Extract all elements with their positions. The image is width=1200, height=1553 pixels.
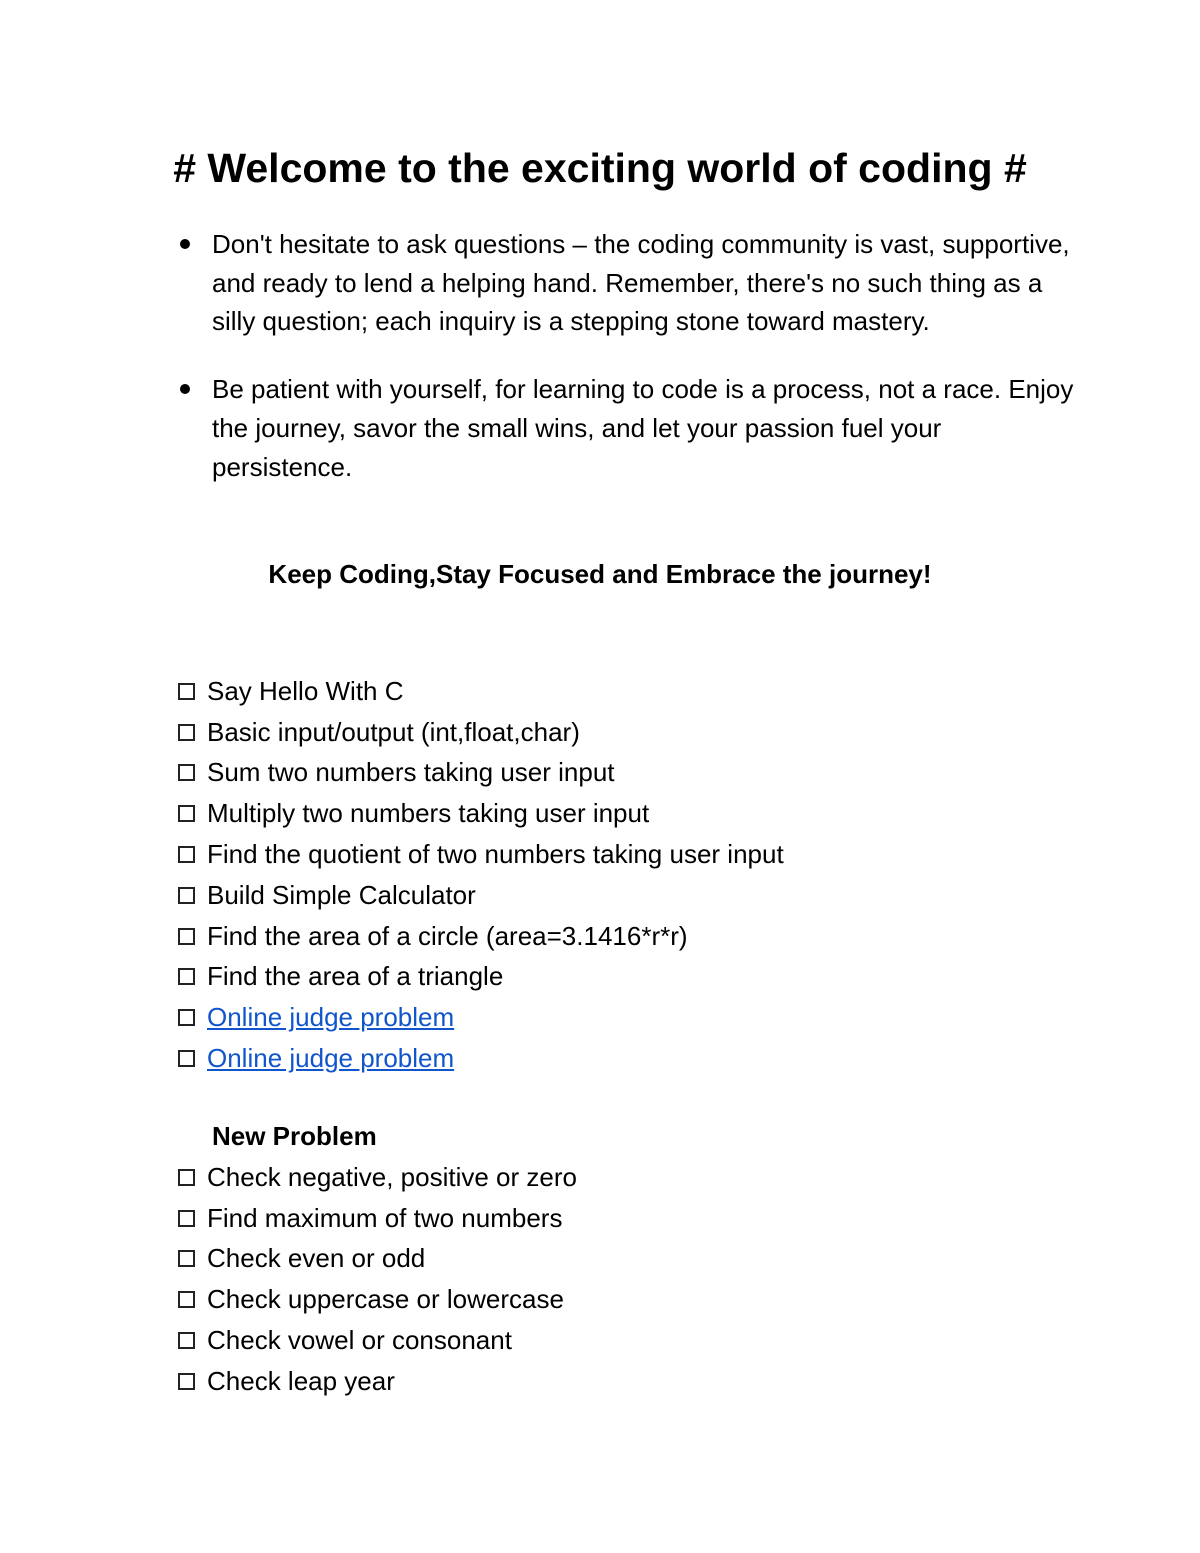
checklist-item — [178, 834, 1078, 875]
checklist-item-label: Say Hello With C — [207, 675, 404, 706]
checklist-item-label: Check uppercase or lowercase — [207, 1284, 564, 1315]
checkbox-icon[interactable] — [178, 1009, 195, 1026]
checklist-item — [178, 1361, 1078, 1402]
checkbox-icon[interactable] — [178, 805, 195, 822]
page-title: # Welcome to the exciting world of coding # — [173, 145, 1027, 191]
checklist-item-label: Basic input/output (int,float,char) — [207, 716, 580, 747]
checklist-item — [178, 1198, 1078, 1239]
checkbox-icon[interactable] — [178, 887, 195, 904]
new-problem-checklist — [178, 1157, 1078, 1402]
checklist-item-label: Find maximum of two numbers — [207, 1202, 563, 1233]
tip-item — [180, 225, 1080, 341]
checklist-item — [178, 712, 1078, 753]
checklist-item-label: Build Simple Calculator — [207, 879, 476, 910]
task-checklist — [178, 671, 1078, 1079]
checkbox-icon[interactable] — [178, 1332, 195, 1349]
online-judge-link[interactable]: Online judge problem — [207, 1002, 455, 1033]
checkbox-icon[interactable] — [178, 968, 195, 985]
tip-text: Don't hesitate to ask questions – the coding community is vast, supportive, and ready to lend a helping hand. Remember, there's no such thing as a silly question; each inquiry is a stepping stone toward mastery. — [212, 229, 1070, 337]
checklist-item-label: Multiply two numbers taking user input — [207, 798, 650, 829]
checklist-item — [178, 875, 1078, 916]
checklist-item-label: Find the quotient of two numbers taking user input — [207, 839, 784, 870]
bullet-icon — [180, 239, 190, 249]
checkbox-icon[interactable] — [178, 846, 195, 863]
section-heading: New Problem — [212, 1121, 377, 1151]
tagline: Keep Coding,Stay Focused and Embrace the journey! — [268, 559, 932, 589]
checklist-item — [178, 671, 1078, 712]
checklist-item-label: Find the area of a circle (area=3.1416*r*r) — [207, 920, 688, 951]
checkbox-icon[interactable] — [178, 1291, 195, 1308]
checklist-item-label: Check even or odd — [207, 1243, 426, 1274]
checkbox-icon[interactable] — [178, 928, 195, 945]
checklist-item — [178, 957, 1078, 998]
checklist-item-label: Find the area of a triangle — [207, 961, 504, 992]
checklist-item — [178, 1157, 1078, 1198]
checklist-item-label: Check vowel or consonant — [207, 1325, 512, 1356]
online-judge-link[interactable]: Online judge problem — [207, 1043, 455, 1074]
checklist-item — [178, 997, 1078, 1038]
checkbox-icon[interactable] — [178, 764, 195, 781]
checkbox-icon[interactable] — [178, 1050, 195, 1067]
tip-item — [180, 370, 1080, 486]
checklist-item-label: Sum two numbers taking user input — [207, 757, 615, 788]
checklist-item — [178, 753, 1078, 794]
bullet-icon — [180, 384, 190, 394]
checkbox-icon[interactable] — [178, 1250, 195, 1267]
checklist-item — [178, 1279, 1078, 1320]
checklist-item — [178, 1038, 1078, 1079]
checkbox-icon[interactable] — [178, 1210, 195, 1227]
checklist-item — [178, 793, 1078, 834]
checklist-item-label: Check leap year — [207, 1365, 395, 1396]
checkbox-icon[interactable] — [178, 683, 195, 700]
checklist-item — [178, 1320, 1078, 1361]
checkbox-icon[interactable] — [178, 724, 195, 741]
checklist-item-label: Check negative, positive or zero — [207, 1161, 577, 1192]
tip-text: Be patient with yourself, for learning to code is a process, not a race. Enjoy the journey, savor the small wins, and let your passion fuel your persistence. — [212, 374, 1074, 482]
tips-list — [180, 225, 1080, 486]
checkbox-icon[interactable] — [178, 1373, 195, 1390]
checklist-item — [178, 916, 1078, 957]
checkbox-icon[interactable] — [178, 1169, 195, 1186]
checklist-item — [178, 1239, 1078, 1280]
